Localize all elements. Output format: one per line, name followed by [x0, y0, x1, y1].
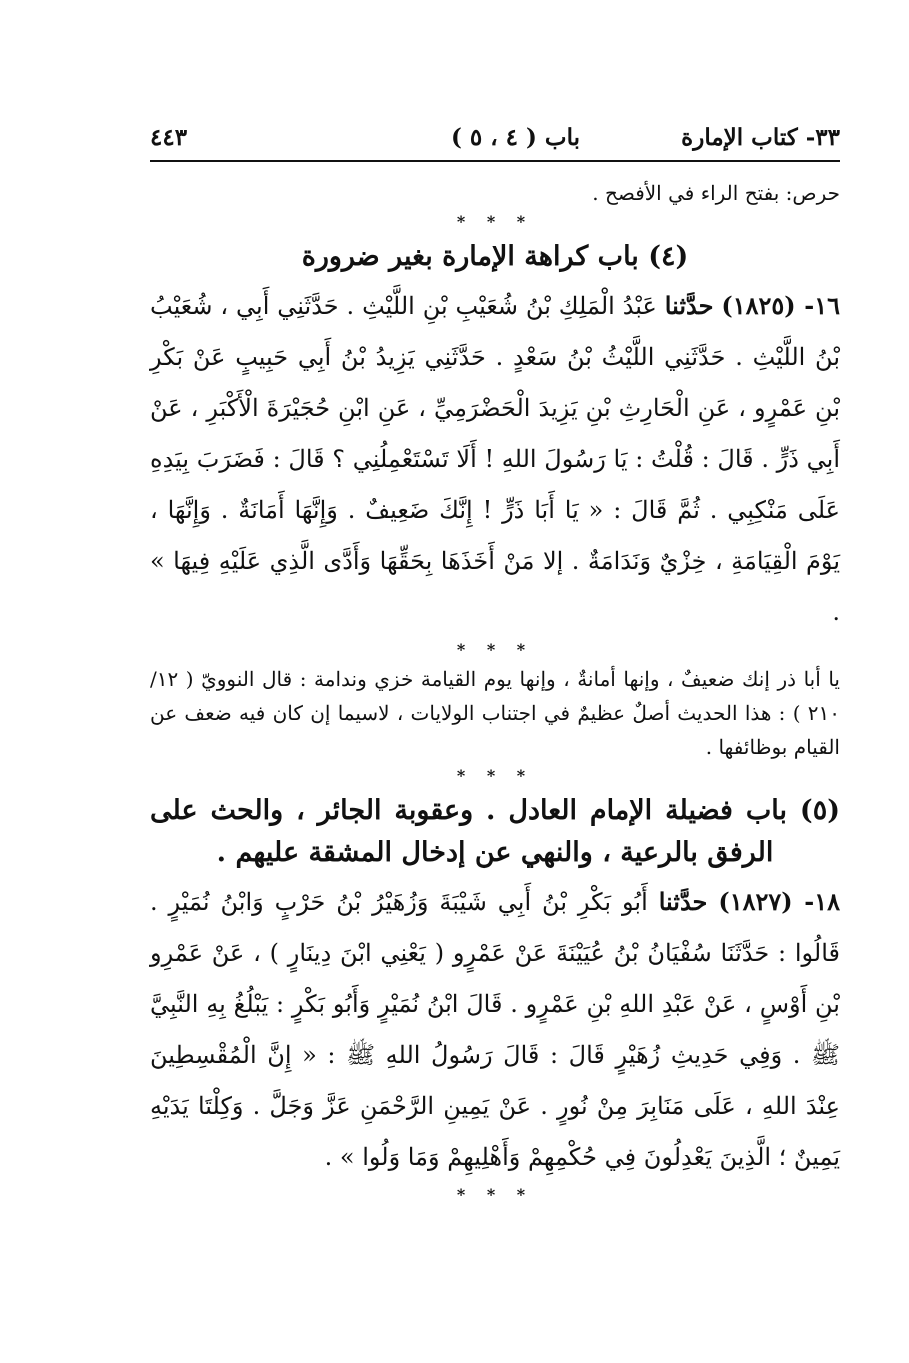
book-title: ٣٣- كتاب الإمارة	[681, 124, 840, 151]
commentary-1825: يا أبا ذر إنك ضعيفٌ ، وإنها أمانةٌ ، وإنها يوم القيامة خزي وندامة : قال النوويّ ( ١٢/ ٢١٠ ) : هذا الحديث أصلٌ عظيمٌ في اجتناب الولايات ، لاسيما إن كان فيه ضعف عن القيام بوظائفها .	[150, 667, 840, 759]
hadith-1827-number: ١٨- (١٨٢٧)	[718, 887, 841, 916]
hadith-1825-lead: حدَّثنا	[664, 291, 714, 320]
page-number: ٤٤٣	[150, 124, 188, 151]
book-page	[150, 120, 840, 1207]
section-separator: * * *	[456, 640, 534, 659]
chapter-reference: باب ( ٤ ، ٥ )	[450, 124, 580, 151]
hadith-1825-number: ١٦- (١٨٢٥)	[721, 291, 841, 320]
hadith-1825	[150, 280, 840, 638]
hadith-1827	[150, 876, 840, 1183]
hadith-1827-lead: حدَّثنا	[658, 887, 708, 916]
section-separator: * * *	[456, 766, 534, 785]
hadith-1825-text: عَبْدُ الْمَلِكِ بْنُ شُعَيْبِ بْنِ اللَّيْثِ . حَدَّثَنِي أَبِي ، شُعَيْبُ بْنُ اللَّيْثِ . حَدَّثَنِي اللَّيْثُ بْنُ سَعْدٍ . حَدَّثَنِي يَزِيدُ بْنُ أَبِي حَبِيبٍ عَنْ بَكْرِ بْنِ عَمْرٍو ، عَنِ الْحَارِثِ بْنِ يَزِيدَ الْحَضْرَمِيِّ ، عَنِ ابْنِ حُجَيْرَةَ الْأَكْبَرِ ، عَنْ أَبِي ذَرٍّ . قَالَ : قُلْتُ : يَا رَسُولَ اللهِ ! أَلَا تَسْتَعْمِلُنِي ؟ قَالَ : فَضَرَبَ بِيَدِهِ عَلَى مَنْكِبِي . ثُمَّ قَالَ : « يَا أَبَا ذَرٍّ ! إِنَّكَ ضَعِيفٌ . وَإِنَّهَا أَمَانَةٌ . وَإِنَّهَا ، يَوْمَ الْقِيَامَةِ ، خِزْيٌ وَنَدَامَةٌ . إلا مَنْ أَخَذَهَا بِحَقِّهَا وَأَدَّى الَّذِي عَلَيْهِ فِيهَا » .	[150, 292, 840, 626]
chapter-5-heading: (٥) باب فضيلة الإمام العادل . وعقوبة الجائر ، والحث على الرفق بالرعية ، والنهي عن إدخال المشقة عليهم .	[150, 795, 840, 868]
section-separator: * * *	[456, 212, 534, 231]
hadith-1827-text: أَبُو بَكْرِ بْنُ أَبِي شَيْبَةَ وَزُهَيْرُ بْنُ حَرْبٍ وَابْنُ نُمَيْرٍ . قَالُوا : حَدَّثَنَا سُفْيَانُ بْنُ عُيَيْنَةَ عَنْ عَمْرٍو ( يَعْنِي ابْنَ دِينَارٍ ) ، عَنْ عَمْرِو بْنِ أَوْسٍ ، عَنْ عَبْدِ اللهِ بْنِ عَمْرٍو . قَالَ ابْنُ نُمَيْرٍ وَأَبُو بَكْرٍ : يَبْلُغُ بِهِ النَّبِيَّ ﷺ . وَفِي حَدِيثِ زُهَيْرٍ قَالَ : قَالَ رَسُولُ اللهِ ﷺ : « إِنَّ الْمُقْسِطِينَ عِنْدَ اللهِ ، عَلَى مَنَابِرَ مِنْ نُورٍ . عَنْ يَمِينِ الرَّحْمَنِ عَزَّ وَجَلَّ . وَكِلْتَا يَدَيْهِ يَمِينٌ ؛ الَّذِينَ يَعْدِلُونَ فِي حُكْمِهِمْ وَأَهْلِيهِمْ وَمَا وَلُوا » .	[150, 888, 840, 1171]
chapter-4-heading: (٤) باب كراهة الإمارة بغير ضرورة	[301, 241, 689, 272]
top-note: حرص: بفتح الراء في الأفصح .	[592, 181, 840, 205]
section-separator: * * *	[456, 1185, 534, 1204]
running-header	[150, 120, 840, 162]
